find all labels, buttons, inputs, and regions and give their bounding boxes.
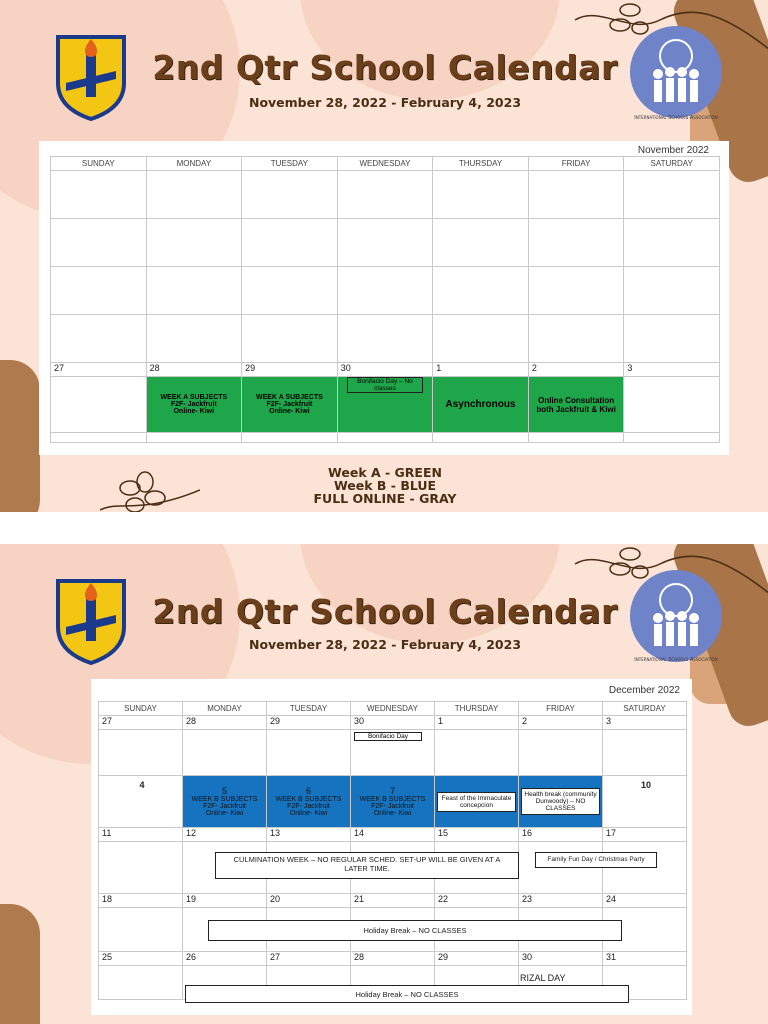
day-number: 25 — [99, 952, 183, 966]
isa-logo-icon — [630, 26, 722, 118]
day-number: 16 — [519, 828, 603, 842]
empty-row — [51, 433, 720, 443]
day-number: 29 — [267, 716, 351, 730]
empty-week-row — [51, 315, 720, 363]
page-subtitle: November 28, 2022 - February 4, 2023 — [248, 95, 522, 110]
day-number: 14 — [351, 828, 435, 842]
day-number: 27 — [99, 716, 183, 730]
event-line: Online- Kiwi — [205, 810, 244, 817]
week-b-row — [99, 776, 687, 828]
week-b-cell — [351, 776, 435, 828]
isa-logo-icon — [630, 570, 722, 662]
day-number: 2 — [519, 716, 603, 730]
calendar-cell — [51, 377, 147, 433]
weekday-label: THURSDAY — [433, 157, 529, 171]
day-number: 10 — [603, 776, 687, 828]
event-line: WEEK B SUBJECTS — [191, 796, 258, 803]
weekday-label: FRIDAY — [519, 702, 603, 716]
weekday-label: TUESDAY — [267, 702, 351, 716]
day-number: 1 — [433, 363, 529, 377]
day-number: 27 — [267, 952, 351, 966]
day-number: 6 — [305, 786, 311, 796]
weekday-label: THURSDAY — [435, 702, 519, 716]
day-number: 1 — [435, 716, 519, 730]
weekday-label: SUNDAY — [99, 702, 183, 716]
holiday-break-banner: Holiday Break – NO CLASSES — [185, 985, 629, 1003]
day-number: 17 — [603, 828, 687, 842]
legend-item: Week A - GREEN — [328, 465, 442, 480]
empty-week-row — [51, 267, 720, 315]
slide-december — [0, 544, 768, 1024]
event-line: F2F- Jackfruit — [170, 401, 217, 408]
isa-label: International Schools Association — [634, 657, 718, 663]
calendar-november — [39, 141, 729, 455]
day-number: 11 — [99, 828, 183, 842]
health-break-cell — [519, 776, 603, 828]
weekday-header-row — [99, 702, 687, 716]
month-label: December 2022 — [608, 685, 680, 696]
decor-blob — [0, 360, 40, 512]
event-line: WEEK A SUBJECTS — [256, 394, 323, 401]
weekday-label: SATURDAY — [603, 702, 687, 716]
date-row — [99, 716, 687, 730]
date-row — [99, 894, 687, 908]
day-number: 29 — [435, 952, 519, 966]
calendar-grid — [98, 701, 687, 1000]
weekday-header-row — [51, 157, 720, 171]
calendar-december — [91, 679, 692, 1015]
day-number: 19 — [183, 894, 267, 908]
legend-item: FULL ONLINE - GRAY — [313, 491, 457, 506]
date-row — [99, 828, 687, 842]
day-number: 18 — [99, 894, 183, 908]
bonifacio-cell — [337, 377, 433, 433]
page-title: 2nd Qtr School Calendar — [152, 48, 618, 87]
school-shield-logo-icon — [54, 577, 128, 665]
event-line: Online- Kiwi — [289, 810, 328, 817]
asynchronous-cell: Asynchronous — [433, 377, 529, 433]
day-number: 3 — [624, 363, 720, 377]
event-line: Online- Kiwi — [373, 810, 412, 817]
slide-gap — [0, 512, 768, 544]
day-number: 28 — [183, 716, 267, 730]
day-number: 24 — [603, 894, 687, 908]
week-b-cell — [267, 776, 351, 828]
event-line: Online- Kiwi — [269, 408, 310, 415]
event-line: F2F- Jackfruit — [287, 803, 330, 810]
legend-item: Week B - BLUE — [333, 478, 437, 493]
decor-blob — [0, 904, 40, 1024]
event-line: WEEK B SUBJECTS — [275, 796, 342, 803]
weekday-label: FRIDAY — [528, 157, 624, 171]
weekday-label: MONDAY — [146, 157, 242, 171]
month-label: November 2022 — [637, 145, 709, 156]
day-number: 30 — [519, 952, 603, 966]
day-number: 29 — [242, 363, 338, 377]
day-number: 2 — [528, 363, 624, 377]
day-number: 26 — [183, 952, 267, 966]
flower-decor-icon — [100, 470, 200, 512]
school-shield-logo-icon — [54, 33, 128, 121]
event-line: F2F- Jackfruit — [203, 803, 246, 810]
feast-note: Feast of the Immaculate concepcion — [437, 792, 516, 812]
color-legend — [270, 466, 500, 505]
weekday-label: MONDAY — [183, 702, 267, 716]
week-a-cell — [242, 377, 338, 433]
day-number: 21 — [351, 894, 435, 908]
weekday-label: WEDNESDAY — [337, 157, 433, 171]
calendar-grid — [50, 156, 720, 443]
day-number: 30 — [337, 363, 433, 377]
week-b-cell — [183, 776, 267, 828]
bonifacio-note: Bonifacio Day — [354, 732, 422, 741]
day-number: 23 — [519, 894, 603, 908]
calendar-cell — [624, 377, 720, 433]
day-number: 4 — [99, 776, 183, 828]
isa-logo — [630, 570, 722, 662]
family-fun-day-note: Family Fun Day / Christmas Party — [535, 852, 657, 868]
day-number: 13 — [267, 828, 351, 842]
event-line: Online- Kiwi — [173, 408, 215, 415]
date-row — [51, 363, 720, 377]
empty-week-row — [51, 219, 720, 267]
date-row — [99, 952, 687, 966]
day-number: 12 — [183, 828, 267, 842]
empty-week-row — [51, 171, 720, 219]
event-line: WEEK A SUBJECTS — [160, 394, 228, 401]
weekday-label: WEDNESDAY — [351, 702, 435, 716]
weekday-label: TUESDAY — [242, 157, 338, 171]
weekday-label: SUNDAY — [51, 157, 147, 171]
feast-cell — [435, 776, 519, 828]
weekday-label: SATURDAY — [624, 157, 720, 171]
day-number: 20 — [267, 894, 351, 908]
event-line: WEEK B SUBJECTS — [359, 796, 426, 803]
isa-logo — [630, 26, 722, 118]
day-number: 27 — [51, 363, 147, 377]
day-number: 22 — [435, 894, 519, 908]
bonifacio-note: Bonifacio Day – No classes — [347, 377, 423, 393]
day-number: 30 — [351, 716, 435, 730]
day-number: 5 — [221, 786, 227, 796]
event-row — [51, 377, 720, 433]
event-line: F2F- Jackfruit — [266, 401, 313, 408]
culmination-week-banner: CULMINATION WEEK – NO REGULAR SCHED. SET-UP WILL BE GIVEN AT A LATER TIME. — [215, 852, 519, 879]
day-number: 28 — [351, 952, 435, 966]
day-number: 28 — [146, 363, 242, 377]
event-line: F2F- Jackfruit — [371, 803, 414, 810]
rizal-day-label: RIZAL DAY — [520, 973, 566, 983]
health-break-note: Health break (community Dunwoody) – NO CLASSES — [521, 788, 600, 815]
event-row — [99, 730, 687, 776]
day-number: 15 — [435, 828, 519, 842]
day-number: 3 — [603, 716, 687, 730]
calendar-cell — [351, 730, 435, 776]
page-subtitle: November 28, 2022 - February 4, 2023 — [248, 637, 522, 652]
day-number: 7 — [389, 786, 395, 796]
week-a-cell — [146, 377, 242, 433]
page-title: 2nd Qtr School Calendar — [152, 592, 618, 631]
consultation-cell: Online Consultation both Jackfruit & Kiwi — [528, 377, 624, 433]
isa-label: International Schools Association — [634, 115, 718, 121]
holiday-break-banner: Holiday Break – NO CLASSES — [208, 920, 622, 941]
day-number: 31 — [603, 952, 687, 966]
